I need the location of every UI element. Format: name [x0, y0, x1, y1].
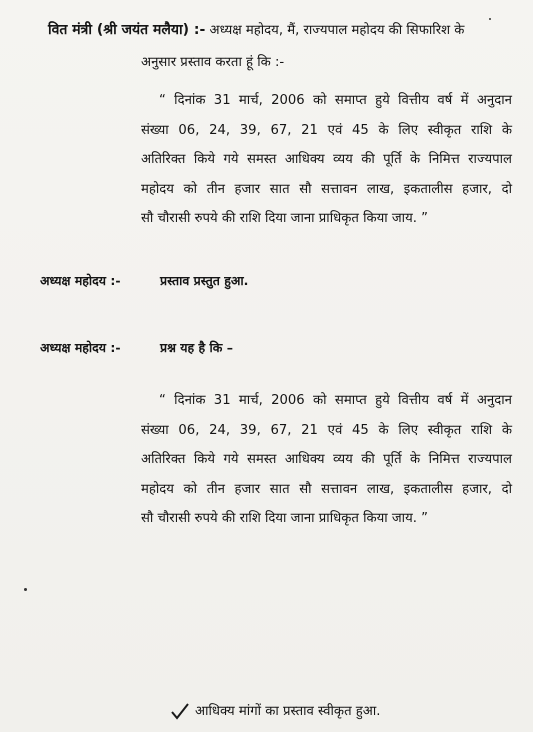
quote1-line-1: “ दिनांक 31 मार्च, 2006 को समाप्त हुये वित्तीय वर्ष में अनुदान	[159, 93, 512, 108]
checkmark-icon	[170, 702, 190, 720]
speech1-first-line	[48, 22, 464, 39]
speaker-speaker-3: अध्यक्ष महोदय :-	[40, 340, 121, 355]
scan-speck	[489, 18, 491, 20]
quote-paragraph-2	[141, 386, 512, 534]
quote2-line-5: सौ चौरासी रुपये की राशि दिया जाना प्राधिकृत किया जाय. ”	[141, 511, 428, 526]
scan-speck	[24, 588, 27, 591]
quote1-line-4: महोदय को तीन हजार सात सौ सत्तावन लाख, इकतालीस हजार, दो	[141, 181, 512, 197]
speech3-text: प्रश्न यह है कि –	[160, 340, 233, 355]
speech2-text: प्रस्ताव प्रस्तुत हुआ.	[160, 273, 249, 288]
speech1-text-line1: अध्यक्ष महोदय, मैं, राज्यपाल महोदय की सिफारिश के	[209, 23, 465, 38]
quote2-line-3: अतिरिक्त किये गये समस्त आधिक्य व्यय की पूर्ति के निमित्त राज्यपाल	[141, 452, 512, 467]
quote1-line-3: अतिरिक्त किये गये समस्त आधिक्य व्यय की पूर्ति के निमित्त राज्यपाल	[141, 152, 512, 167]
quote2-line-1: “ दिनांक 31 मार्च, 2006 को समाप्त हुये वित्तीय वर्ष में अनुदान	[159, 393, 512, 408]
speaker-speaker-2: अध्यक्ष महोदय :-	[40, 273, 121, 288]
speech1-text-line2: अनुसार प्रस्ताव करता हूं कि :-	[141, 55, 285, 70]
quote2-line-4: महोदय को तीन हजार सात सौ सत्तावन लाख, इकतालीस हजार, दो	[141, 481, 512, 497]
result-text: आधिक्य मांगों का प्रस्ताव स्वीकृत हुआ.	[195, 704, 381, 719]
speaker-finance-minister: वित मंत्री (श्री जयंत मलैया) :-	[48, 22, 206, 38]
quote1-line-2: संख्या 06, 24, 39, 67, 21 एवं 45 के लिए स्वीकृत राशि के	[141, 122, 512, 138]
quote1-line-5: सौ चौरासी रुपये की राशि दिया जाना प्राधिकृत किया जाय. ”	[141, 211, 428, 226]
quote2-line-2: संख्या 06, 24, 39, 67, 21 एवं 45 के लिए स्वीकृत राशि के	[141, 422, 512, 438]
quote-paragraph-1	[141, 86, 512, 234]
